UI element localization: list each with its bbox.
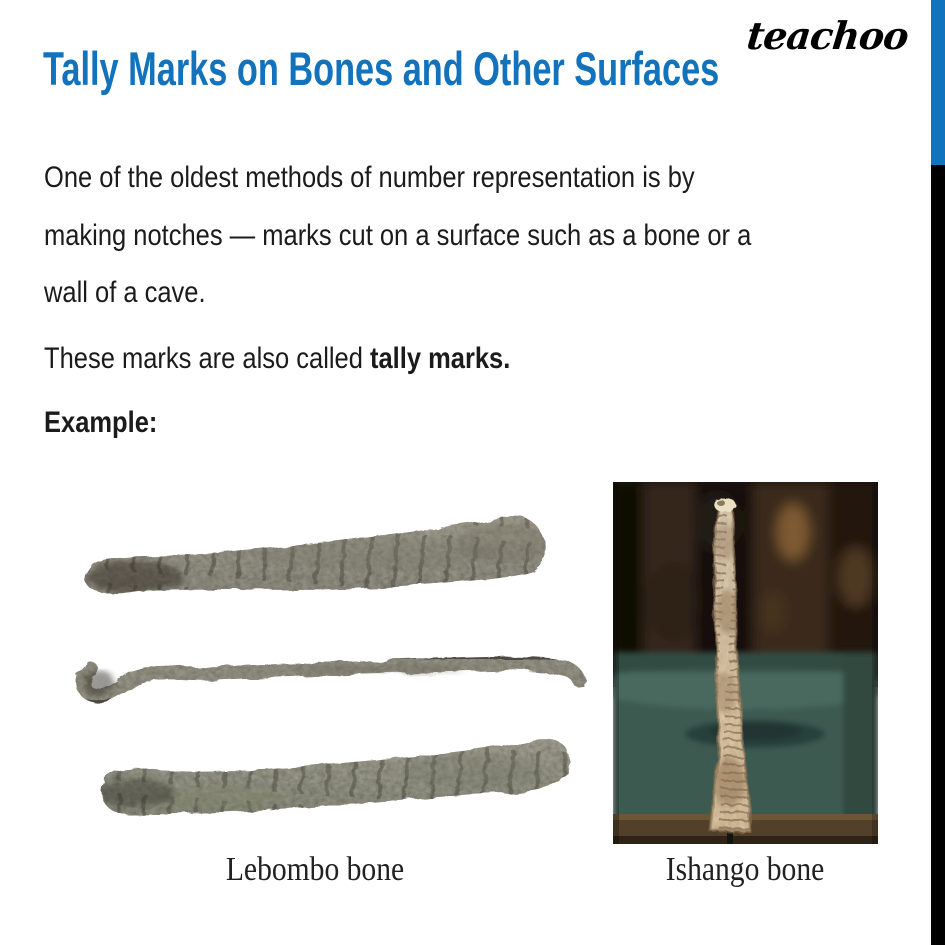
right-accent-bar-blue (931, 0, 945, 165)
body-line-1: One of the oldest methods of number representation is by (44, 161, 695, 194)
body-line-2: making notches — marks cut on a surface such as a bone or a (44, 219, 752, 252)
tally-marks-sentence: These marks are also called (44, 342, 370, 375)
lebombo-bone-bottom (95, 739, 570, 814)
example-label: Example: (44, 406, 158, 439)
bone-broken-tip (714, 498, 736, 512)
tally-marks-bold: tally marks. (369, 342, 511, 375)
body-line-4 (44, 344, 510, 374)
lebombo-bone-image (75, 503, 590, 843)
page-title: Tally Marks on Bones and Other Surfaces (43, 42, 720, 95)
ishango-bone-image (613, 482, 878, 844)
lebombo-caption: Lebombo bone (225, 851, 405, 888)
lebombo-bone-top (85, 517, 555, 593)
teachoo-logo: teachoo (744, 13, 911, 58)
lebombo-bone-middle (83, 663, 580, 696)
right-accent-bar-black (931, 165, 945, 945)
ishango-caption: Ishango bone (665, 851, 825, 888)
body-line-3: wall of a cave. (44, 276, 206, 309)
ishango-figure (613, 482, 878, 844)
lebombo-figure (75, 503, 590, 843)
